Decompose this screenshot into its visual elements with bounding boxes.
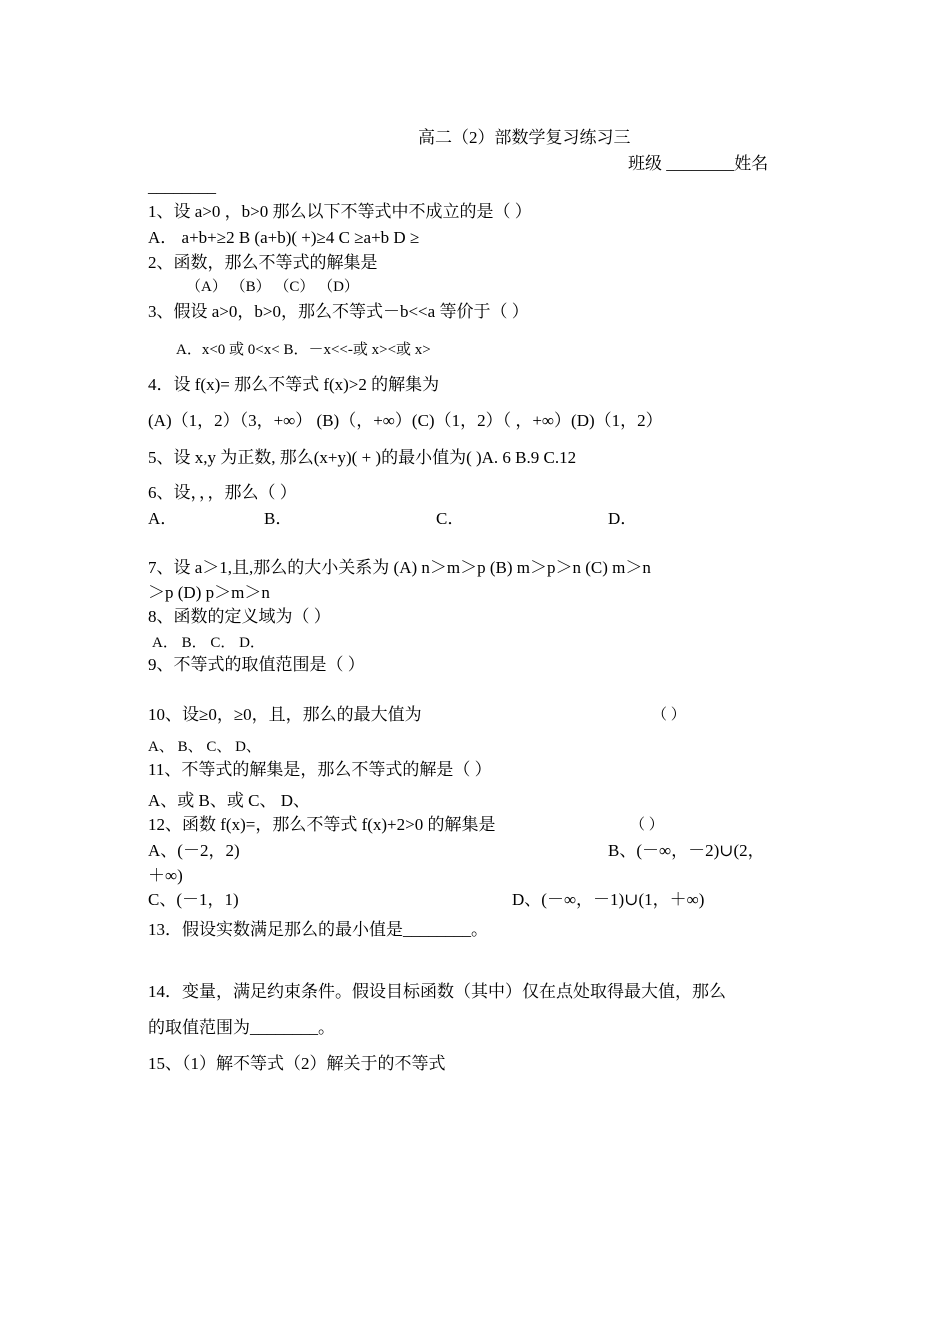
question-1: 1、设 a>0 ，b>0 那么以下不等式中不成立的是（ ） (148, 202, 532, 221)
question-2-options: （A） （B） （C） （D） (186, 279, 359, 295)
question-12-option-c: C、(－1，1) (148, 890, 239, 909)
question-13: 13．假设实数满足那么的最小值是________。 (148, 920, 488, 939)
question-3: 3、假设 a>0，b>0，那么不等式－b<<a 等价于（ ） (148, 302, 529, 321)
question-12-option-b: B、(－∞，－2)∪(2， (608, 841, 765, 860)
question-2: 2、函数，那么不等式的解集是 (148, 253, 378, 272)
question-12: 12、函数 f(x)=，那么不等式 f(x)+2>0 的解集是 (148, 815, 496, 834)
question-12-option-d: D、(－∞，－1)∪(1，＋∞) (512, 890, 705, 909)
question-9: 9、不等式的取值范围是（ ） (148, 655, 365, 674)
question-8-options: A． B． C． D． (152, 635, 265, 651)
question-12-option-a: A、(－2，2) (148, 841, 240, 860)
question-15: 15、（1）解不等式（2）解关于的不等式 (148, 1054, 446, 1073)
question-8: 8、函数的定义域为（ ） (148, 607, 331, 626)
question-12-answer-paren: （ ） (630, 817, 664, 833)
question-4: 4．设 f(x)= 那么不等式 f(x)>2 的解集为 (148, 375, 440, 394)
question-6-option-b: B． (264, 509, 293, 528)
question-5: 5、设 x,y 为正数, 那么(x+y)( + )的最小值为( )A. 6 B.9 C.12 (148, 448, 577, 467)
question-7-line-1: 7、设 a＞1,且,那么的大小关系为 (A) n＞m＞p (B) m＞p＞n (C) m＞n (148, 558, 651, 577)
class-name-field: 班级 ________姓名 (628, 154, 769, 173)
question-3-options: A．x<0 或 0<x< B．－x<<-或 x><或 x> (176, 342, 431, 358)
question-14-line-1: 14．变量，满足约束条件。假设目标函数（其中）仅在点处取得最大值，那么 (148, 982, 726, 1001)
question-6: 6、设，，，那么（ ） (148, 483, 297, 502)
question-6-option-a: A． (148, 509, 178, 528)
name-blank-line: ________ (148, 177, 216, 196)
question-14-line-2: 的取值范围为________。 (148, 1018, 335, 1037)
question-11-options: A、或 B、或 C、 D、 (148, 791, 310, 810)
question-1-options: A． a+b+≥2 B (a+b)( +)≥4 C ≥a+b D ≥ (148, 228, 420, 247)
question-10: 10、设≥0，≥0，且，那么的最大值为 (148, 705, 422, 724)
question-6-option-c: C． (436, 509, 465, 528)
question-6-option-d: D． (608, 509, 638, 528)
question-7-line-2: ＞p (D) p＞m＞n (148, 583, 270, 602)
question-4-options: (A)（1，2）（3，+∞） (B)（，+∞）(C)（1，2）（ ，+∞）(D)（1，2） (148, 411, 663, 430)
question-12-option-b-cont: ＋∞) (148, 866, 183, 885)
question-10-options: A、 B、 C、 D、 (148, 739, 261, 755)
question-11: 11、不等式的解集是，那么不等式的解是（ ） (148, 760, 492, 779)
page-title: 高二（2）部数学复习练习三 (418, 128, 631, 147)
question-10-answer-paren: （ ） (652, 707, 686, 723)
